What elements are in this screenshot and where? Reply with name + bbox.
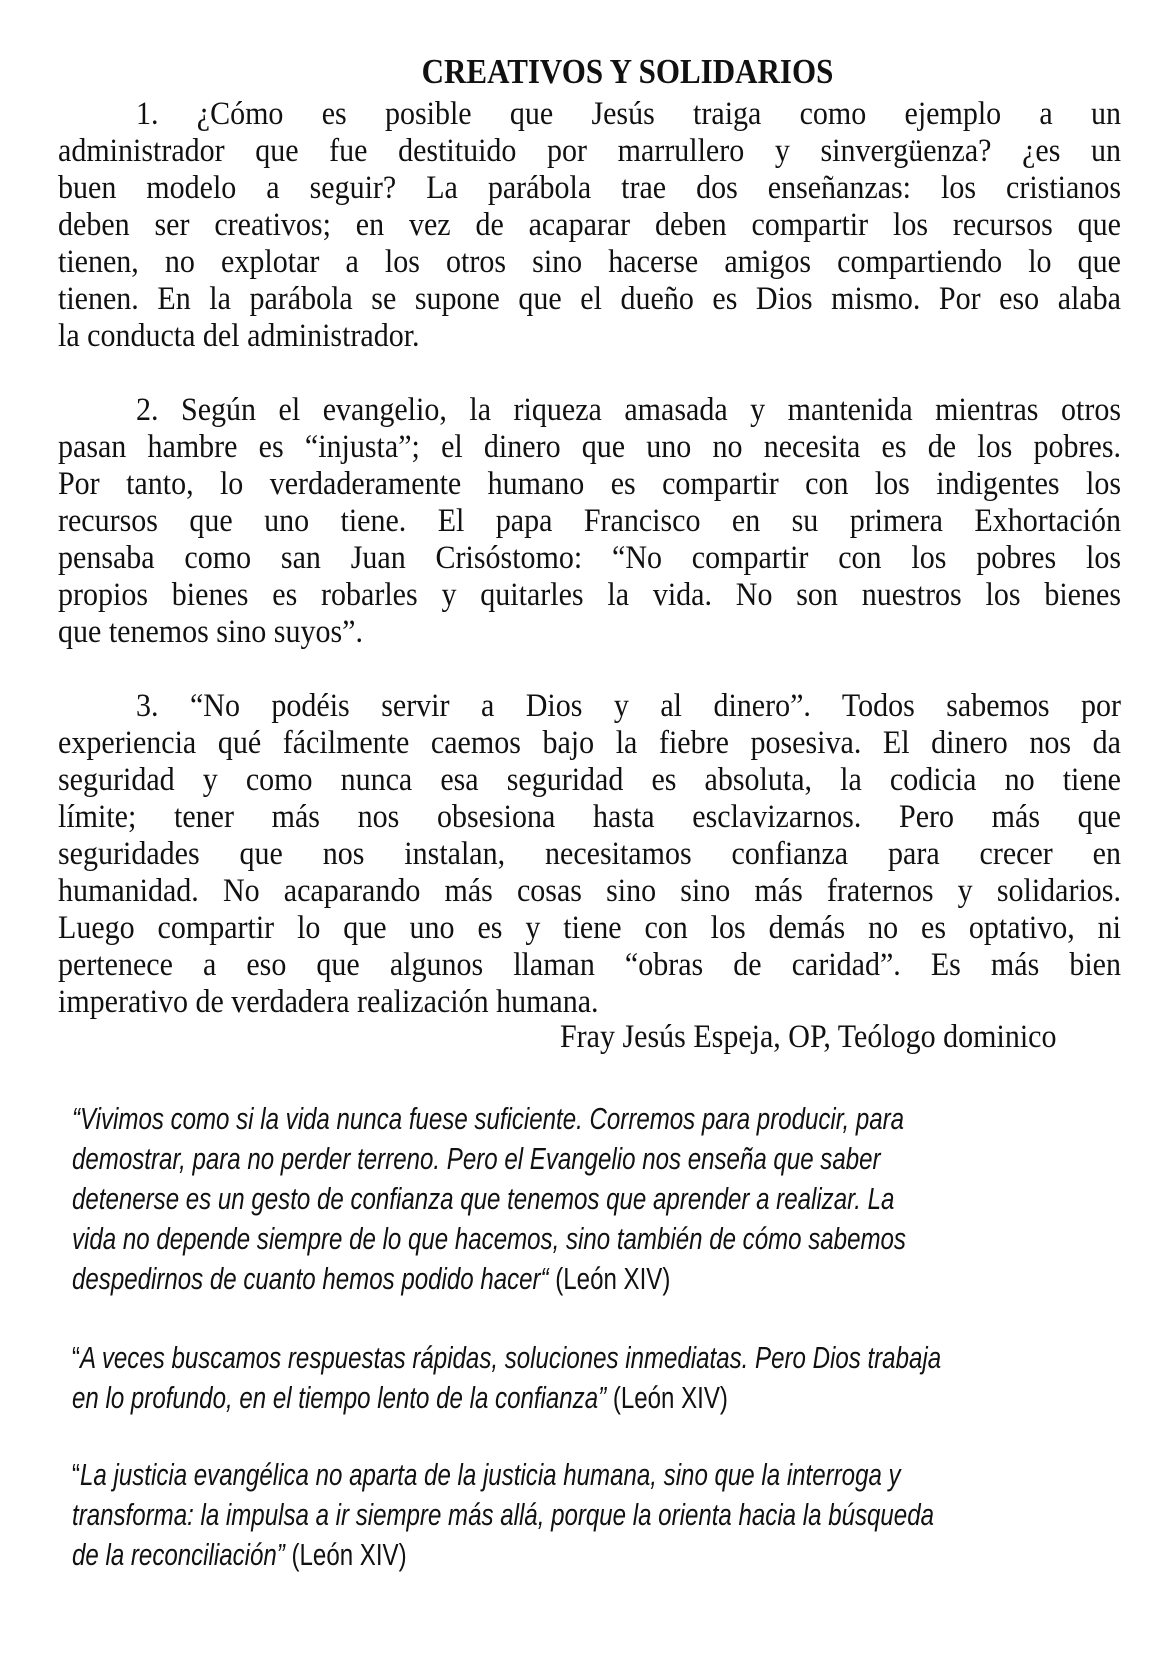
paragraph-line: [58, 392, 1121, 429]
paragraph-line: [58, 503, 1121, 540]
quote-text: La justicia evangélica no aparta de la justicia humana, sino que la interroga y: [80, 1458, 901, 1492]
paragraph-line: [58, 466, 1121, 503]
paragraph-line: [58, 762, 1121, 799]
paragraph-line: [58, 207, 1121, 244]
line-text: Por tanto, lo verdaderamente humano es compartir con los indigentes los: [58, 465, 1121, 502]
line-text: 1. ¿Cómo es posible que Jesús traiga como ejemplo a un: [136, 95, 1121, 132]
line-text: administrador que fue destituido por marrullero y sinvergüenza? ¿es un: [58, 132, 1121, 169]
line-text: tienen. En la parábola se supone que el dueño es Dios mismo. Por eso alaba: [58, 280, 1121, 317]
quote-text: vida no depende siempre de lo que hacemos, sino también de cómo sabemos: [72, 1222, 906, 1256]
paragraph-line: [58, 577, 1121, 614]
line-text: la conducta del administrador.: [58, 317, 420, 354]
signature: [560, 1018, 1056, 1055]
paragraph-line: [58, 947, 1121, 984]
opening-quote-mark: “: [72, 1458, 81, 1492]
line-text: pertenece a eso que algunos llaman “obras de caridad”. Es más bien: [58, 946, 1121, 983]
paragraph-line: [58, 614, 1121, 651]
paragraph-line: [58, 688, 1121, 725]
line-text: recursos que uno tiene. El papa Francisco en su primera Exhortación: [58, 502, 1121, 539]
quote-line: [72, 1456, 1035, 1496]
quote-line: [72, 1180, 1028, 1220]
quote-text: despedirnos de cuanto hemos podido hacer“: [72, 1262, 549, 1296]
line-text: imperativo de verdadera realización humana.: [58, 983, 599, 1020]
quote-text: de la reconciliación”: [72, 1538, 285, 1572]
paragraph-line: [58, 910, 1121, 947]
quote-text: detenerse es un gesto de confianza que tenemos que aprender a realizar. La: [72, 1182, 895, 1216]
paragraph-line: [58, 244, 1121, 281]
quote-attribution: (León XIV): [284, 1538, 407, 1572]
line-text: 2. Según el evangelio, la riqueza amasada y mantenida mientras otros: [136, 391, 1121, 428]
line-text: deben ser creativos; en vez de acaparar deben compartir los recursos que: [58, 206, 1121, 243]
quote-line: [72, 1536, 461, 1576]
paragraph-line: [58, 96, 1121, 133]
quote-line: [72, 1260, 768, 1300]
line-text: seguridad y como nunca esa seguridad es absoluta, la codicia no tiene: [58, 761, 1121, 798]
line-text: que tenemos sino suyos”.: [58, 613, 363, 650]
line-text: límite; tener más nos obsesiona hasta esclavizarnos. Pero más que: [58, 798, 1121, 835]
line-text: propios bienes es robarles y quitarles la vida. No son nuestros los bienes: [58, 576, 1121, 613]
quote-line: [72, 1339, 1083, 1379]
paragraph-line: [58, 873, 1121, 910]
line-text: buen modelo a seguir? La parábola trae dos enseñanzas: los cristianos: [58, 169, 1121, 206]
quote-line: [72, 1379, 835, 1419]
line-text: pensaba como san Juan Crisóstomo: “No compartir con los pobres los: [58, 539, 1121, 576]
quote-text: demostrar, para no perder terreno. Pero el Evangelio nos enseña que saber: [72, 1142, 881, 1176]
quote-line: [72, 1496, 1074, 1536]
title-text: CREATIVOS Y SOLIDARIOS: [421, 51, 834, 92]
quote-line: [72, 1220, 1042, 1260]
paragraph-line: [58, 318, 1121, 355]
quote-attribution: (León XIV): [548, 1262, 671, 1296]
quote-text: “Vivimos como si la vida nunca fuese suficiente. Corremos para producir, para: [72, 1102, 905, 1136]
quote-attribution: (León XIV): [606, 1381, 728, 1415]
paragraph-line: [58, 725, 1121, 762]
paragraph-line: [58, 799, 1121, 836]
quote-text: en lo profundo, en el tiempo lento de la confianza”: [72, 1381, 607, 1415]
paragraph-line: [58, 281, 1121, 318]
quote-text: transforma: la impulsa a ir siempre más allá, porque la orienta hacia la búsqueda: [72, 1498, 934, 1532]
document-title: [0, 52, 1169, 92]
line-text: seguridades que nos instalan, necesitamos confianza para crecer en: [58, 835, 1121, 872]
line-text: humanidad. No acaparando más cosas sino sino más fraternos y solidarios.: [58, 872, 1121, 909]
line-text: Luego compartir lo que uno es y tiene con los demás no es optativo, ni: [58, 909, 1121, 946]
paragraph-line: [58, 133, 1121, 170]
opening-quote-mark: “: [72, 1341, 81, 1375]
line-text: 3. “No podéis servir a Dios y al dinero”. Todos sabemos por: [136, 687, 1121, 724]
paragraph-line: [58, 540, 1121, 577]
paragraph-line: [58, 170, 1121, 207]
signature-text: Fray Jesús Espeja, OP, Teólogo dominico: [560, 1018, 1057, 1055]
line-text: pasan hambre es “injusta”; el dinero que uno no necesita es de los pobres.: [58, 428, 1121, 465]
paragraph-line: [58, 429, 1121, 466]
quote-text: A veces buscamos respuestas rápidas, soluciones inmediatas. Pero Dios trabaja: [80, 1341, 942, 1375]
quote-line: [72, 1140, 1012, 1180]
line-text: tienen, no explotar a los otros sino hacerse amigos compartiendo lo que: [58, 243, 1121, 280]
paragraph-line: [58, 836, 1121, 873]
line-text: experiencia qué fácilmente caemos bajo la fiebre posesiva. El dinero nos da: [58, 724, 1121, 761]
quote-line: [72, 1100, 1040, 1140]
